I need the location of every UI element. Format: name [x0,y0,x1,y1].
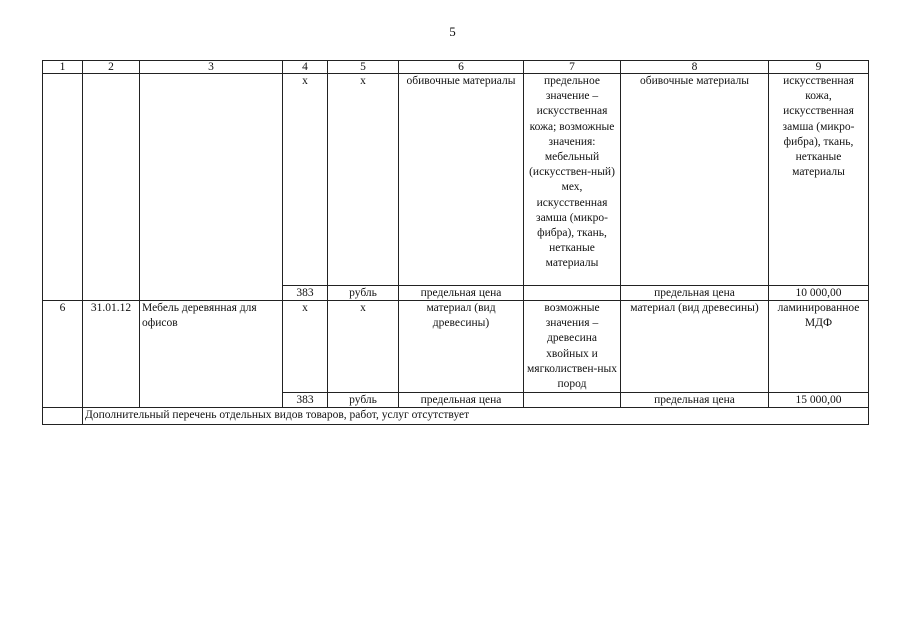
okei-code-cell: x [283,301,328,393]
column-header-8: 8 [621,61,769,74]
price-label-cell-8: предельная цена [621,393,769,408]
column-header-5: 5 [328,61,399,74]
table-row [43,301,869,393]
column-header-6: 6 [399,61,524,74]
characteristic-cell: обивочные материалы [399,74,524,286]
column-header-9: 9 [769,61,869,74]
price-label-cell-8: предельная цена [621,286,769,301]
price-value-cell: 10 000,00 [769,286,869,301]
characteristic-cell-8: материал (вид древесины) [621,301,769,393]
unit-cell: x [328,74,399,286]
page-number: 5 [449,24,456,39]
row-number-cell: 6 [43,301,83,408]
characteristic-cell-8: обивочные материалы [621,74,769,286]
footer-note-spacer [43,408,83,425]
code-cell: 31.01.12 [83,301,140,408]
header-row [43,61,869,74]
product-name-cell [140,74,283,301]
requirements-table [42,60,869,425]
price-unit-cell: рубль [328,286,399,301]
price-label-cell: предельная цена [399,393,524,408]
price-value-cell: 15 000,00 [769,393,869,408]
footer-note: Дополнительный перечень отдельных видов товаров, работ, услуг отсутствует [83,408,869,425]
column-header-1: 1 [43,61,83,74]
price-code-cell: 383 [283,393,328,408]
value-cell-9: ламинированное МДФ [769,301,869,393]
column-header-4: 4 [283,61,328,74]
row-number-cell [43,74,83,301]
footer-note-row [43,408,869,425]
approved-value-cell: предельное значение – искусственная кожа; возможные значения: мебельный (искусствен-ный) мех, искусственная замша (микро-фибра), ткань, нетканые материалы [524,74,621,286]
code-cell [83,74,140,301]
column-header-2: 2 [83,61,140,74]
column-header-3: 3 [140,61,283,74]
column-header-7: 7 [524,61,621,74]
price-unit-cell: рубль [328,393,399,408]
product-name-cell: Мебель деревянная для офисов [140,301,283,408]
table-row [43,74,869,286]
price-label-cell: предельная цена [399,286,524,301]
characteristic-cell: материал (вид древесины) [399,301,524,393]
approved-value-cell: возможные значения – древесина хвойных и мягколиствен-ных пород [524,301,621,393]
price-code-cell: 383 [283,286,328,301]
okei-code-cell: x [283,74,328,286]
unit-cell: x [328,301,399,393]
price-empty-cell [524,393,621,408]
price-empty-cell [524,286,621,301]
value-cell-9: искусственная кожа, искусственная замша (микро-фибра), ткань, нетканые материалы [769,74,869,286]
